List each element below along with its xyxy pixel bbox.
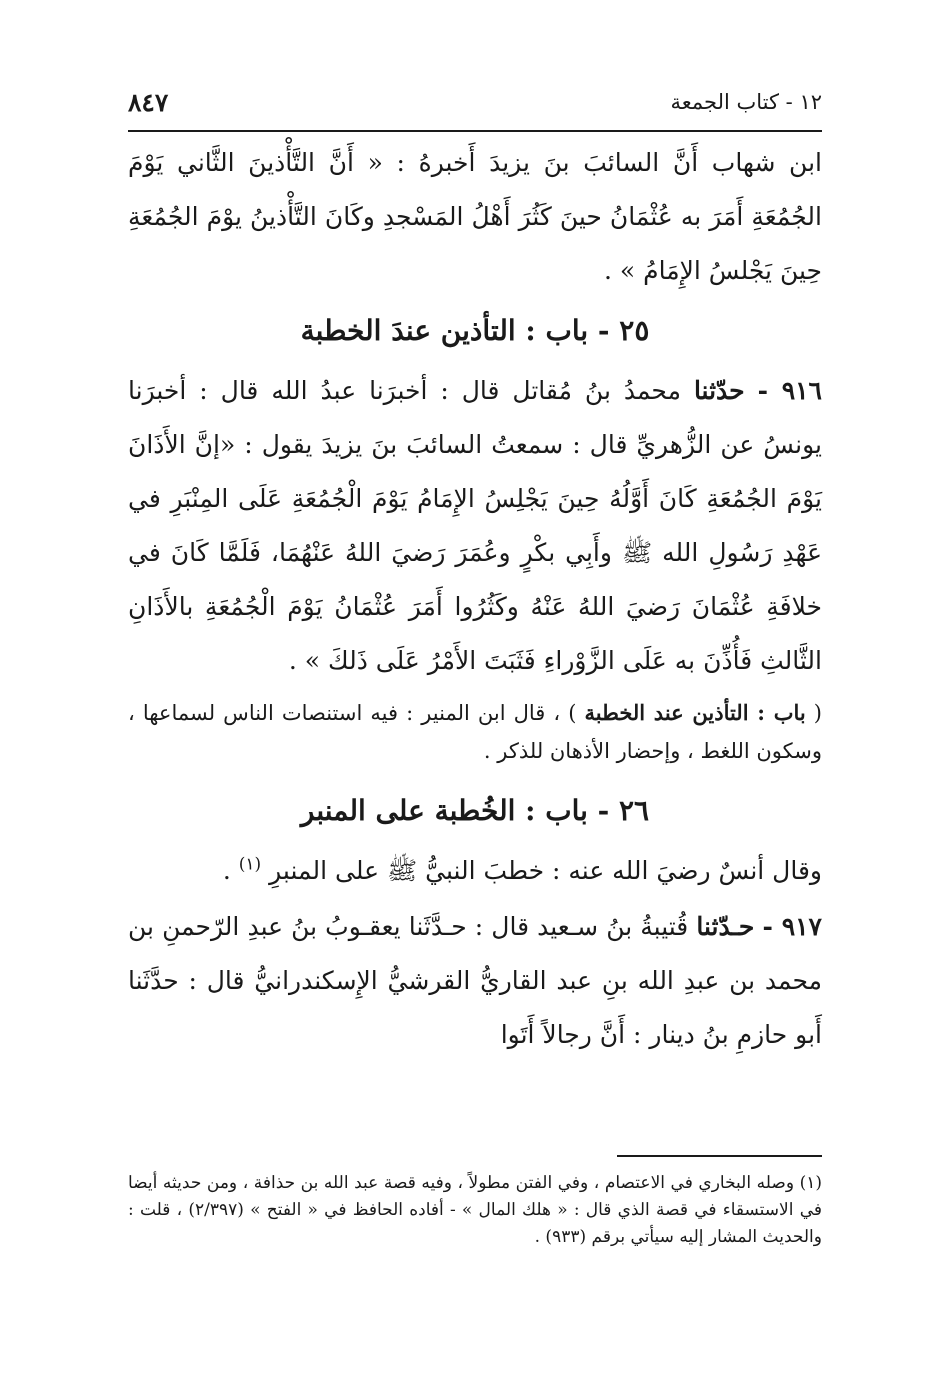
narration-word: حـدّثنا bbox=[696, 912, 755, 941]
chapter-heading-26: ٢٦ - باب : الخُطبة على المنبر bbox=[300, 794, 650, 827]
anas-end: . bbox=[222, 856, 231, 885]
page-number: ٨٤٧ bbox=[128, 88, 169, 117]
chapter-heading-25: ٢٥ - باب : التأذين عندَ الخطبة bbox=[300, 314, 650, 347]
commentary-text: ) ، قال ابن المنير : فيه استنصات الناس لسماعها ، وسكون اللغط ، وإحضار الأذهان للذكر . bbox=[128, 701, 822, 763]
commentary-25 bbox=[128, 694, 822, 770]
footnote-rule bbox=[617, 1155, 822, 1157]
paragraph-continuation: ابن شهاب أَنَّ السائبَ بنَ يزيدَ أَخبرهُ : « أَنَّ التَّأْذينَ الثَّاني يَوْمَ الجُمُعَةِ أَمَرَ به عُثْمَانُ حينَ كَثُرَ أَهْلُ المَسْجدِ وكَانَ التَّأْذينُ يوْمَ الجُمُعَةِ حِينَ يَجْلسُ الإِمَامُ » . bbox=[128, 148, 822, 285]
footnote-1: (١) وصله البخاري في الاعتصام ، وفي الفتن مطولاً ، وفيه قصة عبد الله بن حذافة ، ومن حديثه أيضا في الاستسقاء في قصة الذي قال : « هلك المال » - أفاده الحافظ في « الفتح » (٢/٣٩٧) ، قلت : والحديث المشار إليه سيأتي برقم (٩٣٣) . bbox=[128, 1173, 822, 1247]
anas-report bbox=[128, 844, 822, 898]
hadith-number: ٩١٧ - bbox=[762, 912, 822, 941]
header-rule bbox=[128, 130, 822, 132]
main-text bbox=[128, 136, 822, 1062]
footnotes bbox=[128, 1170, 822, 1251]
hadith-text: قُتيبةُ بنُ سـعيد قال : حـدَّثَنا يعقـوبُ بنُ عبدِ الرّحمنِ بن محمد بن عبدِ الله بنِ عبد القاريُّ القرشيُّ الإِسكندرانيُّ قال : حدَّثَنا أَبو حازمِ بنُ دينار : أَنَّ رجالاً أَتَوا bbox=[128, 912, 822, 1049]
hadith-text: محمدُ بنُ مُقاتل قال : أخبرَنا عبدُ الله قال : أخبرَنا يونسُ عن الزُّهريِّ قال : سمعتُ السائبَ بنَ يزيدَ يقول : «إنَّ الأَذَانَ يَوْمَ الجُمُعَةِ كَانَ أَوَّلُهُ حِينَ يَجْلِسُ الإِمَامُ يَوْمَ الْجُمُعَةِ عَلَى المِنْبَرِ في عَهْدِ رَسُولِ الله ﷺ وأَبِي بكْرٍ وعُمَرَ رَضيَ اللهُ عَنْهُمَا، فَلَمَّا كَانَ في خلافَةِ عُثْمَانَ رَضيَ اللهُ عَنْهُ وكَثُرُوا أَمَرَ عُثْمَانُ يَوْمَ الْجُمُعَةِ بالأَذَانِ الثَّالثِ فَأُذِّنَ به عَلَى الزَّوْراءِ فَثَبَتَ الأَمْرُ عَلَى ذَلكَ » . bbox=[128, 376, 822, 675]
commentary-bold-title: باب : التأذين عند الخطبة bbox=[584, 700, 806, 725]
hadith-916 bbox=[128, 364, 822, 688]
anas-text: وقال أنسٌ رضيَ الله عنه : خطبَ النبيُّ ﷺ على المنبرِ bbox=[269, 856, 822, 885]
hadith-number: ٩١٦ - bbox=[757, 376, 822, 405]
commentary-open-paren: ( bbox=[813, 701, 822, 725]
hadith-917 bbox=[128, 900, 822, 1062]
narration-word: حدّثنا bbox=[693, 376, 745, 405]
page-header bbox=[128, 90, 822, 124]
book-page bbox=[128, 84, 822, 1324]
running-title: ١٢ - كتاب الجمعة bbox=[670, 90, 822, 114]
footnote-marker: (١) bbox=[238, 854, 262, 875]
